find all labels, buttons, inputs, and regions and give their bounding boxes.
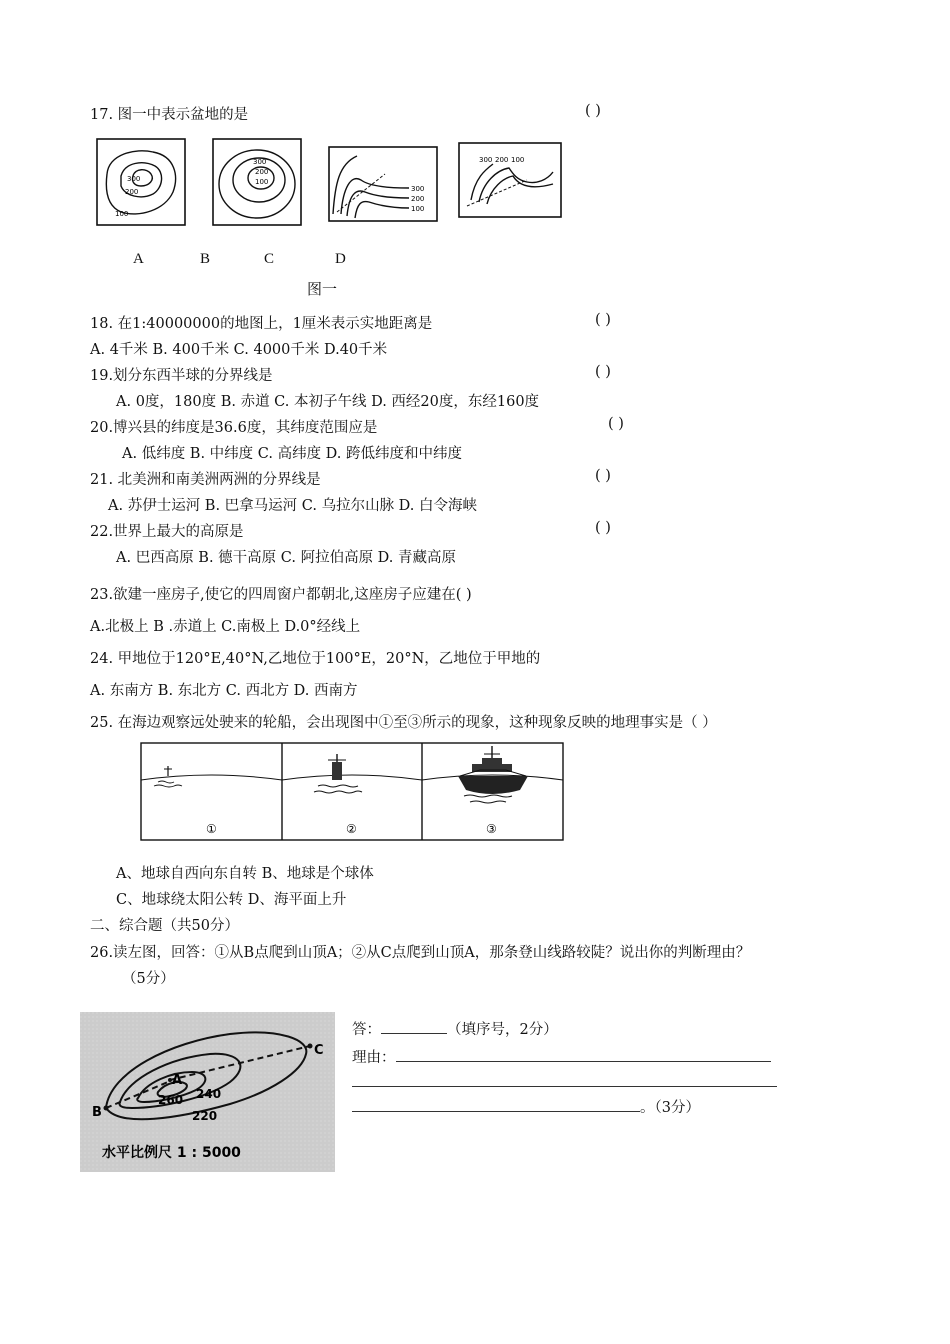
q25-options-row-1: A、地球自西向东自转 B、地球是个球体 bbox=[116, 866, 374, 882]
map-label-220: 220 bbox=[192, 1109, 218, 1123]
ship-full-near bbox=[458, 746, 528, 803]
q20-options: A. 低纬度 B. 中纬度 C. 高纬度 D. 跨低纬度和中纬度 bbox=[122, 446, 463, 462]
figure-1-caption: 图一 bbox=[307, 282, 338, 298]
figure-1-contour-maps bbox=[95, 136, 565, 228]
q21-options: A. 苏伊士运河 B. 巴拿马运河 C. 乌拉尔山脉 D. 白令海峡 bbox=[108, 498, 478, 514]
q25-ship-figure bbox=[140, 742, 565, 842]
q24-options: A. 东南方 B. 东北方 C. 西北方 D. 西南方 bbox=[90, 683, 358, 699]
q18-stem: 18. 在1:40000000的地图上，1厘米表示实地距离是 bbox=[90, 316, 433, 332]
map-label-240: 240 bbox=[196, 1087, 222, 1101]
q19-options: A. 0度，180度 B. 赤道 C. 本初子午线 D. 西经20度，东经160度 bbox=[116, 394, 540, 410]
map-label-b: B bbox=[92, 1105, 102, 1120]
q26-reason-row-1 bbox=[352, 1046, 771, 1067]
q21-stem: 21. 北美洲和南美洲两洲的分界线是 bbox=[90, 472, 321, 488]
q24-stem: 24. 甲地位于120°E,40°N,乙地位于100°E，20°N，乙地位于甲地的 bbox=[90, 651, 541, 667]
q26-reason-row-3 bbox=[352, 1096, 700, 1117]
q17-answer-paren: ( ) bbox=[585, 103, 601, 119]
contour-map-b bbox=[213, 139, 301, 225]
q21-answer-paren: ( ) bbox=[595, 468, 611, 484]
q23-stem: 23.欲建一座房子,使它的四周窗户都朝北,这座房子应建在( ) bbox=[90, 587, 472, 603]
q20-stem: 20.博兴县的纬度是36.6度，其纬度范围应是 bbox=[90, 420, 378, 436]
contour-label: 200 bbox=[125, 188, 139, 196]
answer-label: 答： bbox=[352, 1022, 381, 1038]
q22-stem: 22.世界上最大的高原是 bbox=[90, 524, 244, 540]
contour-label: 100 bbox=[255, 178, 269, 186]
reason-blank-1[interactable] bbox=[396, 1061, 771, 1062]
contour-map-a bbox=[97, 139, 185, 225]
panel-label-2: ② bbox=[346, 822, 357, 836]
q19-answer-paren: ( ) bbox=[595, 364, 611, 380]
q26-stem-line-1: 26.读左图，回答：①从B点爬到山顶A；②从C点爬到山顶A，那条登山线路较陡？说出你的判断理由？ bbox=[90, 945, 751, 961]
panel-label-1: ① bbox=[206, 822, 217, 836]
contour-label: 200 bbox=[255, 168, 269, 176]
reason-blank-3[interactable] bbox=[352, 1097, 640, 1112]
q25-options-row-2: C、地球绕太阳公转 D、海平面上升 bbox=[116, 892, 347, 908]
end-note: 。（3分） bbox=[640, 1100, 700, 1116]
q18-answer-paren: ( ) bbox=[595, 312, 611, 328]
answer-blank[interactable] bbox=[381, 1033, 447, 1034]
q23-options: A.北极上 B .赤道上 C.南极上 D.0°经线上 bbox=[90, 619, 361, 635]
contour-label: 200 bbox=[411, 195, 425, 203]
figure-1-option-b: B bbox=[200, 251, 211, 267]
section-2-title: 二、综合题（共50分） bbox=[90, 918, 239, 934]
q22-options: A. 巴西高原 B. 德干高原 C. 阿拉伯高原 D. 青藏高原 bbox=[116, 550, 457, 566]
contour-label: 200 bbox=[495, 156, 509, 164]
q26-contour-map bbox=[80, 1012, 335, 1172]
map-scale: 水平比例尺 1 : 5000 bbox=[102, 1145, 241, 1161]
figure-1-option-a: A bbox=[133, 251, 144, 267]
contour-label: 300 bbox=[127, 175, 141, 183]
reason-label: 理由： bbox=[352, 1050, 396, 1066]
contour-label: 300 bbox=[479, 156, 493, 164]
map-label-a: A bbox=[172, 1073, 183, 1088]
ship-superstructure-mid bbox=[314, 754, 362, 793]
figure-1-option-c: C bbox=[264, 251, 275, 267]
contour-map-d bbox=[459, 143, 561, 217]
q26-answer-row bbox=[352, 1018, 558, 1039]
reason-blank-2[interactable] bbox=[352, 1072, 777, 1087]
q18-options: A. 4千米 B. 400千米 C. 4000千米 D.40千米 bbox=[90, 342, 388, 358]
q26-reason-row-2 bbox=[352, 1072, 777, 1091]
q20-answer-paren: ( ) bbox=[608, 416, 624, 432]
q17-stem: 17. 图一中表示盆地的是 bbox=[90, 107, 249, 123]
map-label-260: 260 bbox=[158, 1093, 184, 1107]
q22-answer-paren: ( ) bbox=[595, 520, 611, 536]
map-label-c: C bbox=[314, 1043, 324, 1058]
panel-label-3: ③ bbox=[486, 822, 497, 836]
contour-label: 100 bbox=[511, 156, 525, 164]
q25-stem: 25. 在海边观察远处驶来的轮船，会出现图中①至③所示的现象，这种现象反映的地理事实是（ ） bbox=[90, 715, 717, 731]
q26-stem-line-2: （5分） bbox=[122, 971, 175, 987]
answer-note: （填序号，2分） bbox=[447, 1022, 558, 1038]
contour-label: 300 bbox=[253, 158, 267, 166]
contour-label: 100 bbox=[411, 205, 425, 213]
q19-stem: 19.划分东西半球的分界线是 bbox=[90, 368, 273, 384]
figure-1-option-d: D bbox=[335, 251, 346, 267]
contour-label: 300 bbox=[411, 185, 425, 193]
contour-label: 100 bbox=[115, 210, 129, 218]
contour-map-c bbox=[329, 147, 437, 221]
